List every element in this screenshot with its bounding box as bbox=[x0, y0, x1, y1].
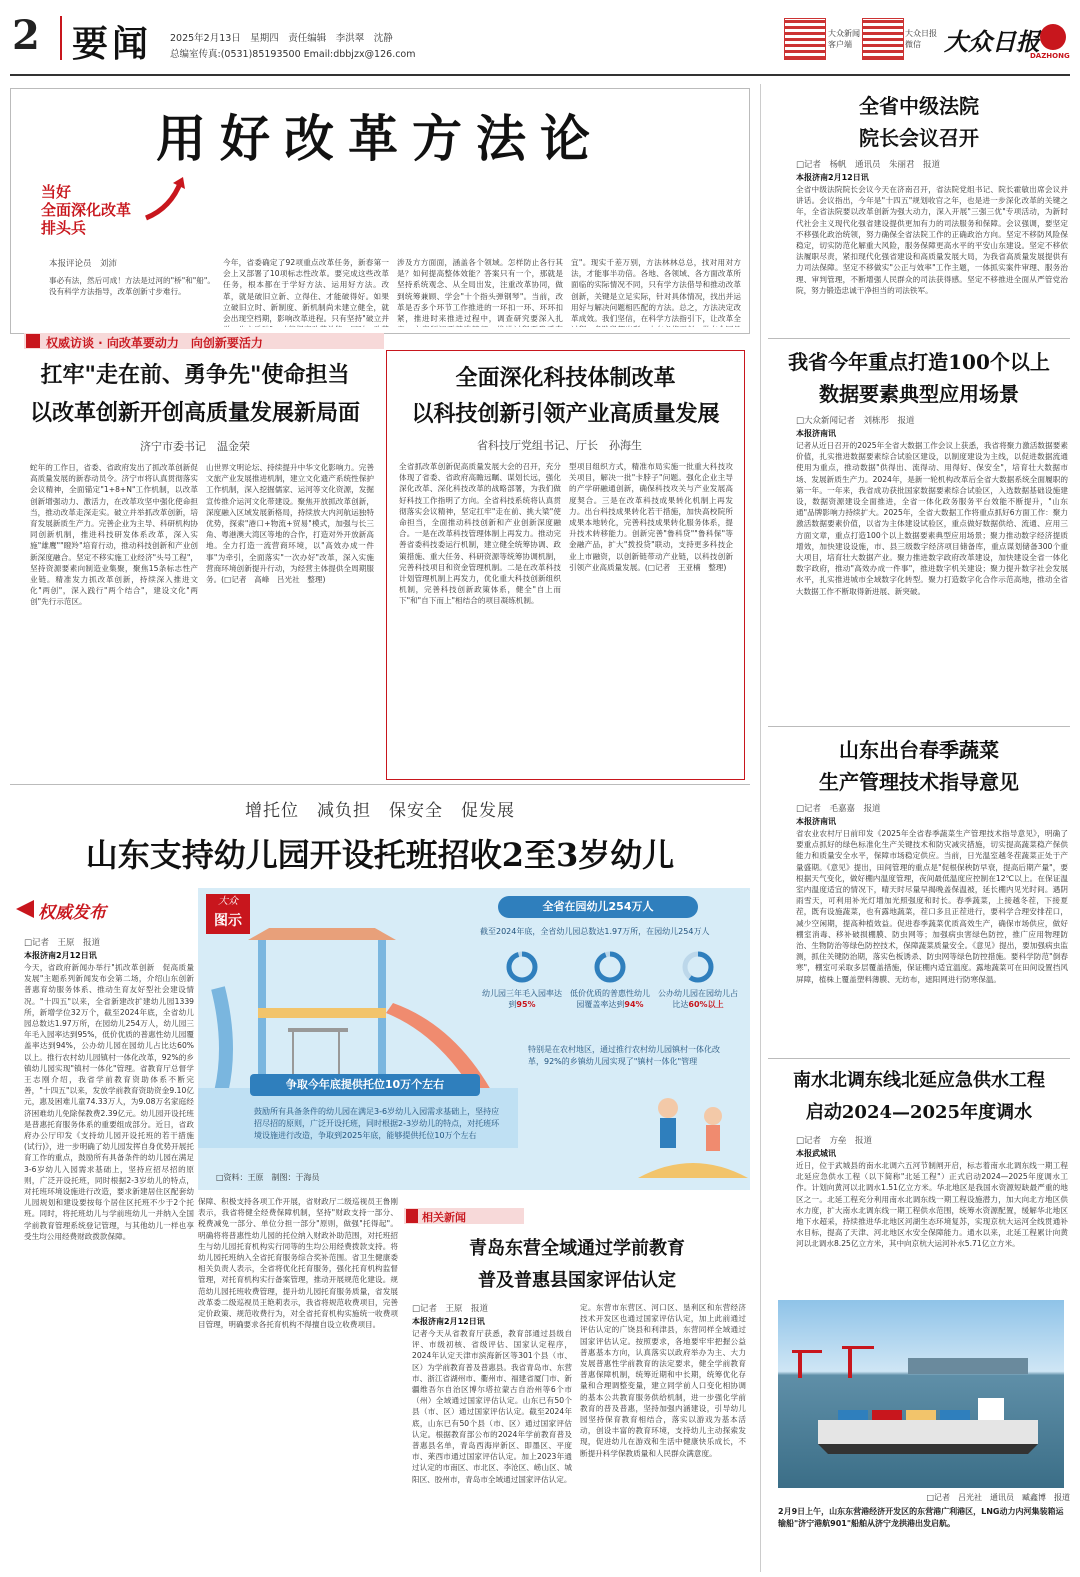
stat-1-label bbox=[480, 988, 564, 1010]
stat-3-ring bbox=[681, 950, 715, 984]
article-data bbox=[768, 342, 1070, 726]
vegetables-rule bbox=[768, 1058, 1070, 1059]
childcare-col-1: 今天，省政府新闻办举行"抓改革创新 促高质量发展"主题系列新闻发布会第二场，介绍山东创新普惠育幼服务体系、推动生育友好型社会建设情况。"十四五"以来，全省新建改扩建幼儿园1339所，新增学位32万个，截至2024年底，全省幼儿园总数达1.97万所，在园幼儿254万人，幼儿园三年毛入园率达到95%，低价优质的普惠性幼儿园覆盖率达到94%，公办幼儿园在园幼儿占比达60%以上。推行农村幼儿园镇村一体化改革，92%的乡镇幼儿园实现"镇村一体化"管理。省教育厅总督学王志刚介绍，我省学前教育资助体系不断完善，"十四五"以来，发放学前教育资助资金9.10亿元，惠及困难儿童74.33万人，为9.08万名家庭经济困难幼儿免除保教费2.39亿元。幼儿园开设托班是普惠托育服务体系的重要组成部分。近日，省政府办公厅印发《支持幼儿园开设托班的若干措施(试行)》，进一步明确了幼儿园发挥自身优势开展托育工作的重点，鼓励所有具备条件的幼儿园在满足3-6岁幼儿入园需求基础上，坚持应招尽招的原则，广泛开设托班，同时根据2-3岁幼儿的特点，对托班环境设施进行改造，要求新建居住区配套幼儿园规划和建设要按每个居住区托班不少于2个托班。同时，将托班幼儿与学前班幼儿一并纳入全国学前教育管理系统登记管理，与其他幼儿一样也享受生均公用经费财政拨款保障。 bbox=[24, 963, 194, 1241]
vegetables-byline: □记者 毛嘉嘉 报道 bbox=[796, 804, 881, 814]
stat-3-label bbox=[656, 988, 740, 1010]
childcare-dateline: 本报济南2月12日讯 bbox=[24, 951, 97, 960]
photo-caption: 2月9日上午，山东东营港经济开发区的东营港广利港区，LNG动力内河集装箱运输船"济宁港航901"船舶从济宁龙拱港出发启航。 bbox=[778, 1507, 1064, 1528]
interview-right-byline: 省科技厅党组书记、厅长 孙海生 bbox=[477, 439, 642, 452]
data-dateline: 本报济南讯 bbox=[796, 429, 836, 438]
authority-rubric-label: 权威发布 bbox=[38, 903, 106, 923]
related-col-1: 记者今天从省教育厅获悉，教育部通过县级自评、市级初核、省级评估、国家认定程序，2024年认定天津市滨海新区等301个县（市、区）为学前教育普及普惠县。我省青岛市、东营市、浙江省湖州市、衢州市、福建省厦门市、新疆维吾尔自治区博尔塔拉蒙古自治州等6个市（州）全域通过国家评估认定。山东已有50个县（市、区）通过国家评估认定。截至2024年底，山东已有50个县（市、区）通过国家评估认定。根据教育部公布的2024年学前教育普及普惠县名单，青岛西海岸新区、即墨区、平度市、莱西市通过国家评估认定。加上2023年通过认定的市南区、市北区、李沧区、崂山区、城阳区、胶州市，青岛市全域通过国家评估认定。 bbox=[412, 1329, 572, 1484]
badge-line-3: 排头兵 bbox=[41, 219, 87, 237]
interview-rubric: 权威访谈 · 向改革要动力 向创新要活力 bbox=[46, 336, 263, 350]
interview-left-col-2: 山世界文明论坛、持续提升中华文化影响力。完善文旅产业发展推进机制，建立文化遗产系统性保护工作机制，深入挖掘儒家、运河等文化资源，发掘宣传推介运河文化带建设。聚焦开放抓改革创新，深度融入区域发展新格局，持续放大内河航运独特优势，探索"港口+物流+贸易"模式，加强与长三角、粤港澳大湾区等地的合作，打造对外开放新高地。全力打造一流营商环境，以"高效办成一件事"为牵引，全面落实"一次办好"改革，深入实施营商环境创新提升行动，为经营主体提供全周期服务。(□记者 高峰 吕光社 整理) bbox=[206, 463, 374, 585]
infographic-logo-top: 大众 bbox=[218, 896, 238, 907]
water-title-2: 启动2024—2025年度调水 bbox=[805, 1102, 1033, 1123]
data-byline: □大众新闻记者 刘栋彤 报道 bbox=[796, 416, 915, 426]
stat-2-value: 94% bbox=[624, 1000, 644, 1009]
data-title-1: 我省今年重点打造100个以上 bbox=[788, 350, 1050, 374]
water-title-1: 南水北调东线北延应急供水工程 bbox=[793, 1070, 1045, 1091]
logo-sub: DAZHONG bbox=[1030, 52, 1070, 60]
qr-code-wechat[interactable] bbox=[862, 18, 904, 60]
stat-1-label-text: 幼儿园三年毛入园率达到 bbox=[482, 989, 562, 1009]
childcare-kicker: 增托位 减负担 保安全 促发展 bbox=[245, 801, 515, 821]
section-rule bbox=[10, 784, 750, 785]
badge-line-2: 全面深化改革 bbox=[41, 201, 132, 219]
interview-right-col-1: 全省抓改革创新促高质量发展大会的召开，充分体现了省委、省政府高瞻远瞩、谋划长远，强化深化改革、深化科技改革的战略部署，为我们做好科技工作指明了方向。全省科技系统将认真贯彻落实会议精神，坚定扛牢"走在前、挑大梁"使命担当，全面推动科技创新和产业创新深度融合。一是在改革科技管理体制上再发力。推动完善省委科技委运行机制，建立健全统筹协调、政策措施、重大任务、科研资源等统筹协调机制，完善科技项目和资金管理机制。二是在改革科技计划管理机制上再发力，优化重大科技创新组织机制，完善科技创新政策体系，健全"自上而下"和"自下而上"相结合的项目凝练机制。 bbox=[399, 462, 561, 606]
article-water bbox=[768, 1062, 1070, 1296]
related-byline: □记者 王原 报道 bbox=[412, 1304, 489, 1314]
badge-line-1: 当好 bbox=[41, 183, 72, 201]
interview-right-col-2: 型项目组织方式，精准布局实施一批重大科技攻关项目，解决一批"卡脖子"问题。强化企业主导的产学研融通创新，确保科技攻关与产业发展高度契合。三是在改革科技成果转化机制上再发力。出台科技成果转化若干措施，加快高校院所成果本地转化，完善科技成果转化服务体系，提升技术转移能力。创新完善"鲁科贷""鲁科保"等金融产品，扩大"拨投贷"联动，支持更多科技企业上市融资，以创新链带动产业链，以科技创新引领产业高质量发展。(□记者 王亚楠 整理) bbox=[569, 462, 733, 572]
related-rubric: 相关新闻 bbox=[422, 1211, 466, 1224]
court-title-1: 全省中级法院 bbox=[859, 94, 979, 118]
interview-left-title-2: 以改革创新开创高质量发展新局面 bbox=[29, 400, 360, 426]
court-rule bbox=[768, 338, 1070, 339]
photo-credit: □记者 吕光社 通讯员 臧鑫博 报道 bbox=[926, 1493, 1070, 1502]
qr-label-app bbox=[828, 28, 860, 50]
related-title-1: 青岛东营全域通过学前教育 bbox=[469, 1238, 685, 1259]
court-title-2: 院长会议召开 bbox=[859, 126, 979, 150]
section-title: 要闻 bbox=[72, 23, 153, 65]
qr-label-wechat-2: 微信 bbox=[905, 40, 921, 49]
stat-2-ring bbox=[593, 950, 627, 984]
article-vegetables bbox=[768, 730, 1070, 1056]
interview-right-title-1: 全面深化科技体制改革 bbox=[455, 365, 676, 391]
stat-3-value: 60%以上 bbox=[688, 1000, 724, 1009]
page-number: 2 bbox=[12, 12, 40, 59]
interview-left-col-1: 蛇年的工作日，省委、省政府发出了抓改革创新促高质量发展的新春动员令。济宁市将认真贯彻落实会议精神，全面锚定"1+8+N"工作机制，以改革创新增强动力、激活力，在改革攻坚中强化使命担当，推动改革走深走实。破立并举抓改革创新，培育发展新质生产力。完善企业为主导、科研机构协同创新机制，推进科技研发体系改革，深入实施"雄鹰""瞪羚"培育行动，推动科技创新和产业创新深度融合。坚定不移实施工业经济"头号工程"，坚持资源要素向制造业集聚，聚焦15条标志性产业链。精准发力抓改革创新，持续深入推进文化"两创"，深入践行"两个结合"，建设文化"两创"先行示范区。 bbox=[30, 463, 198, 607]
interview-left-byline: 济宁市委书记 温金荣 bbox=[140, 440, 250, 453]
port-photo bbox=[778, 1300, 1064, 1488]
masthead-divider bbox=[60, 16, 62, 60]
port-cranes-illustration bbox=[778, 1300, 1064, 1488]
stat-1-ring bbox=[505, 950, 539, 984]
related-title-2: 普及普惠县国家评估认定 bbox=[478, 1270, 676, 1291]
interview-left-title-1: 扛牢"走在前、勇争先"使命担当 bbox=[40, 362, 350, 388]
childcare-col-2: 保障、积极支持各项工作开展，省财政厅二级巡视员王鲁刚表示，我省将健全经费保障机制，坚持"财政支持一部分、税费减免一部分、单位分担一部分"原则，做强"托得起"。明确将将普惠性幼儿园的托位纳入财政补助范围，对托班招生与幼儿园托育机构实行同等的生均公用经费拨款支持。将幼儿园托班纳入全省托育服务综合奖补范围。省卫生健康委相关负责人表示，全省将优化托育服务，强化托育机构监督管理，对托育机构实行备案管理，推动开展规范化建设。规范幼儿园托班收费管理，提升幼儿园托育服务质量，省发展改革委二级巡视员王艳莉表示，我省将规范收费项目，完善定价政策、规范收费行为，对全省托育机构实施统一收费项目管理，明确要求各托育机构不得擅自设立收费项目。 bbox=[198, 1197, 398, 1330]
authority-rubric bbox=[16, 898, 186, 923]
qr-code-app[interactable] bbox=[784, 18, 826, 60]
childcare-title: 山东支持幼儿园开设托班招收2至3岁幼儿 bbox=[85, 836, 675, 874]
vegetables-text: 省农业农村厅日前印发《2025年全省春季蔬菜生产管理技术指导意见》，明确了要重点抓好的绿色标准化生产关键技术和防灾减灾措施，切实提高蔬菜稳产保供能力和质量安全水平，保障市场稳定供应。当前，日光温室越冬茬蔬菜正处于产量盛期。《意见》提出，田间管理的重点是"促根保秧防早衰，提高后期产量"，要根据天气变化，做好棚内温度管理，夜间最低温度应控制在12℃以上。在保证温室内温度适宜的情况下，晴天时尽量早揭晚盖保温被，延长棚内见光时间。遇阴雨雪天，可利用补光灯增加光照强度和时长。春季蔬菜，上接越冬茬，下接夏茬，既有设施蔬菜，也有露地蔬菜，茬口多且正茬进行，要科学合理安排茬口，减少空闲期，提高种植效益。促进春季蔬菜优质高效生产，确保市场供应，做好棚室消毒、移补破损棚膜、防虫网等；加强病虫害绿色防控，推广应用物理防治、生物防治等绿色防控技术，保障蔬菜质量安全。《意见》提出，要加强病虫监测，抓住关键防治期，落实色板诱杀、防虫网等绿色防控措施。要科学防范"倒春寒"，棚室可采取多层覆盖措施，保证棚内适宜温度。露地蔬菜可在田间设置挡风屏障，植株上覆盖塑料薄膜、无纺布，遮阳网进行防寒保温。 bbox=[796, 829, 1068, 984]
qr-label-wechat-1: 大众日报 bbox=[905, 29, 937, 38]
masthead bbox=[0, 0, 1080, 72]
data-rule bbox=[768, 726, 1070, 727]
qr-label-wechat bbox=[905, 28, 937, 50]
right-column-divider bbox=[760, 84, 761, 1572]
water-byline: □记者 方垒 报道 bbox=[796, 1136, 873, 1146]
interview-right bbox=[386, 350, 745, 780]
date-line: 2025年2月13日 星期四 责任编辑 李洪翠 沈静 bbox=[170, 33, 393, 44]
lead-col-4: 宜"。现实千差万别，方法林林总总，找对用对方法，才能事半功倍。各地、各领域、各方面改革所面临的实际情况不同，只有学方法借导和推动改革创新，关键是立足实际，针对具体情况，找出并运用好与解决问题相匹配的方法。总之，方法决定改革成效。我们坚信，在科学方法指引下，让改革全 bbox=[571, 258, 741, 324]
stat-2-label-text: 低价优质的普惠性幼儿园覆盖率达到 bbox=[570, 989, 650, 1009]
infographic-line: 截至2024年底，全省幼儿园总数达1.97万所，在园幼儿254万人 bbox=[480, 927, 710, 936]
qr-label-app-2: 客户端 bbox=[828, 40, 852, 49]
lead-col-3: 涉及方方面面，涵盖各个领域。怎样防止各行其是？如何提高整体效能？答案只有一个，那就是坚持系统观念、从全局出发，注重改革协同，做到统筹兼顾、学会"十个指头弹钢琴"。当前，改革是否多个环节工作推进的一环扣一环、环环扣紧，推进时来推进过程中，调查研究要深入扎 bbox=[397, 258, 563, 324]
infographic-ribbon-note: 鼓励所有具备条件的幼儿园在满足3-6岁幼儿入园需求基础上，坚持应招尽招的原则，广泛开设托班，同时根据2-3岁幼儿的特点，对托班环境设施进行改造，争取到2025年底，能够提供托位10万个左右 bbox=[254, 1107, 500, 1140]
court-dateline: 本报济南2月12日讯 bbox=[796, 173, 869, 182]
interview-left bbox=[10, 352, 380, 777]
childcare-byline: □记者 王原 报道 bbox=[24, 938, 101, 948]
related-col-2: 定。东营市东营区、河口区、垦利区和东营经济技术开发区也通过国家评估认定，加上此前通过评估认定的广饶县和利津县，东营同样全域通过国家评估认定。按照要求，各地要牢牢把握公益普惠基本方向，认真落实以政府举办为主、大力发展普惠性学前教育的法定要求，健全学前教育普惠保障机制，统筹近期和中长期，统筹优化存量和合理调整变量，建立同学前人口变化相协调的基本公共教育服务供给机制，进一步强化学前教育的普及普惠，坚持加强内涵建设，引导幼儿园坚持保育教育相结合，落实以游戏为基本活动，创设丰富的教育环境，支持幼儿主动探索发现，促进幼儿在游戏和生活中健康快乐成长，不断提升科学保教质量和人民群众满意度。 bbox=[580, 1303, 746, 1458]
related-dateline: 本报济南2月12日讯 bbox=[412, 1317, 485, 1326]
water-text: 近日，位于武城县的南水北调六五河节制闸开启，标志着南水北调东线一期工程北延应急供水工程（以下简称"北延工程"）正式启动2024—2025年度调水工作。计划向黄河以北调水1.51亿立方米。华北地区是我国水资源短缺最严重的地区之一。北延工程充分利用南水北调东线一期工程设施潜力，加大向北方地区供水力度，扩大南水北调东线一期工程供水范围，统筹水资源配置，缓解华北地区地下水超采，持续推进华北地区河湖生态环境复苏，实现京杭大运河全线贯通补水目标，提高了天津、河北地区水安全保障能力。通水以来，北延工程累计向黄河以北调水8.25亿立方米，其中向京杭大运河补水5.71亿立方米。 bbox=[796, 1161, 1068, 1249]
megaphone-icon bbox=[16, 900, 34, 918]
data-text: 记者从近日召开的2025年全省大数据工作会议上获悉，我省将聚力激活数据要素价值，扎实推进数据要素综合试验区建设，以制度建设为主线，以促进数据流通使用为重点，推动数据"供得出、流得动、用得好、保安全"，培育壮大数据市场、发展新质生产力。2024年，是新一轮机构改革后全省大数据系统全面履职的第一年。一年来，我省成功获批国家数据要素综合试验区，入选数据基础设施建设，数据资源建设全面推进，全省一体化政务服务平台效能不断提升，"山东通"品牌影响力持续扩大。2025年，全省大数据工作将重点抓好6方面工作：聚力激活数据要素价值，以省为主体建设试验区，重点做好数据供给、流通、应用三方面文章，重点打造100个以上数据要素典型应用场景；聚力推动数字经济提质增效，加快建设设施，市、县三级数字经济项目储备库，重点谋划储备300个重大项目，培育壮大数据产业。聚力推进数字政府改革建设，加快建设全省一体化数字政府，推动"高效办成一件事"，推进数字机关建设；聚力提升数字社会发展水平，扎实推进城市全域数字化转型。聚力打造数字化合作示范高地，推动全省大数据工作不断取得新进展、新突破。 bbox=[796, 441, 1068, 596]
infographic bbox=[198, 888, 750, 1190]
lead-title: 用好改革方法论 bbox=[156, 109, 604, 168]
vegetables-title-2: 生产管理技术指导意见 bbox=[819, 770, 1019, 794]
court-byline: □记者 杨帆 通讯员 朱丽君 报道 bbox=[796, 160, 941, 170]
infographic-credit: □资料：王原 制图：于海员 bbox=[216, 1173, 320, 1182]
court-text: 全省中级法院院长会议今天在济南召开，省法院党组书记、院长霍敏出席会议并讲话。会议指出，今年是"十四五"规划收官之年，也是进一步深化改革的关键之年，全省法院要以改革创新为强大动力，深入开展"三强三优"专项活动，为新时代社会主义现代化强省建设提供更加有力的司法服务和保障。会议强调，要坚定不移强化政治统领，努力确保全省法院工作的正确政治方向。坚定不移防风险保稳定，切实防范化解重大风险，服务保障更高水平的平安山东建设。坚定不移依法履职尽责，紧扣现代化强省建设和高质量发展大局，为我省高质量发展提供有力司法保障。坚定不移做实"公正与效率"工作主题，一体抓实案件审理、服务治理、审判管理，不断增强人民群众的司法获得感。坚定不移推进全面从严管党治院，努力锻造忠诚干净担当的司法铁军。 bbox=[796, 185, 1068, 295]
qr-label-app-1: 大众新闻 bbox=[828, 29, 860, 38]
vegetables-title-1: 山东出台春季蔬菜 bbox=[839, 738, 999, 762]
stat-1-value: 95% bbox=[516, 1000, 536, 1009]
infographic-ribbon: 争取今年底提供托位10万个左右 bbox=[250, 1074, 480, 1096]
stat-3-label-text: 公办幼儿园在园幼儿占比达 bbox=[658, 989, 738, 1009]
lead-col-2: 今年，省委确定了92项重点改革任务，新春第一会上又部署了10项标志性改革。要完成这些改革任务，根本都在于学好方法、运用好方法。改革，就是破旧立新、立得住、才能破得好。如果立破旧立时、新制度、新机制尚未建立健全，就会出现空档期，影响改革进程。只有坚持"破立并 bbox=[223, 258, 389, 324]
lead-col-1: 事必有法，然后可成！方法是过河的"桥"和"船"。没有科学方法指导，改革创新寸步难行。 bbox=[49, 276, 215, 297]
stat-3 bbox=[656, 950, 740, 1040]
vegetables-dateline: 本报济南讯 bbox=[796, 817, 836, 826]
village-note: 特别是在农村地区，通过推行农村幼儿园镇村一体化改革，92%的乡镇幼儿园实现了"镇村一体化"管理 bbox=[528, 1045, 720, 1066]
contact-line: 总编室传真:(0531)85193500 Email:dbbjzx@126.com bbox=[170, 49, 416, 60]
interview-right-title-2: 以科技创新引领产业高质量发展 bbox=[411, 401, 720, 427]
infographic-headline: 全省在园幼儿254万人 bbox=[498, 896, 698, 918]
related-rubric-icon bbox=[406, 1209, 418, 1223]
upward-arrow-icon bbox=[141, 173, 191, 223]
lead-badge bbox=[41, 183, 171, 243]
logo-emblem-icon bbox=[1040, 24, 1066, 50]
newspaper-logo: 大众日报 bbox=[944, 27, 1040, 56]
stat-1 bbox=[480, 950, 564, 1040]
water-dateline: 本报武城讯 bbox=[796, 1149, 836, 1158]
data-title-2: 数据要素典型应用场景 bbox=[819, 382, 1019, 406]
lead-editorial bbox=[10, 88, 750, 334]
interview-rubric-icon bbox=[26, 334, 40, 348]
infographic-logo-bottom: 图示 bbox=[214, 913, 242, 929]
kids-illustration bbox=[638, 1088, 748, 1188]
lead-byline: 本报评论员 刘沛 bbox=[49, 259, 118, 269]
article-court bbox=[768, 88, 1070, 338]
stat-2-label bbox=[568, 988, 652, 1010]
masthead-rule bbox=[10, 74, 1070, 76]
stat-2 bbox=[568, 950, 652, 1040]
